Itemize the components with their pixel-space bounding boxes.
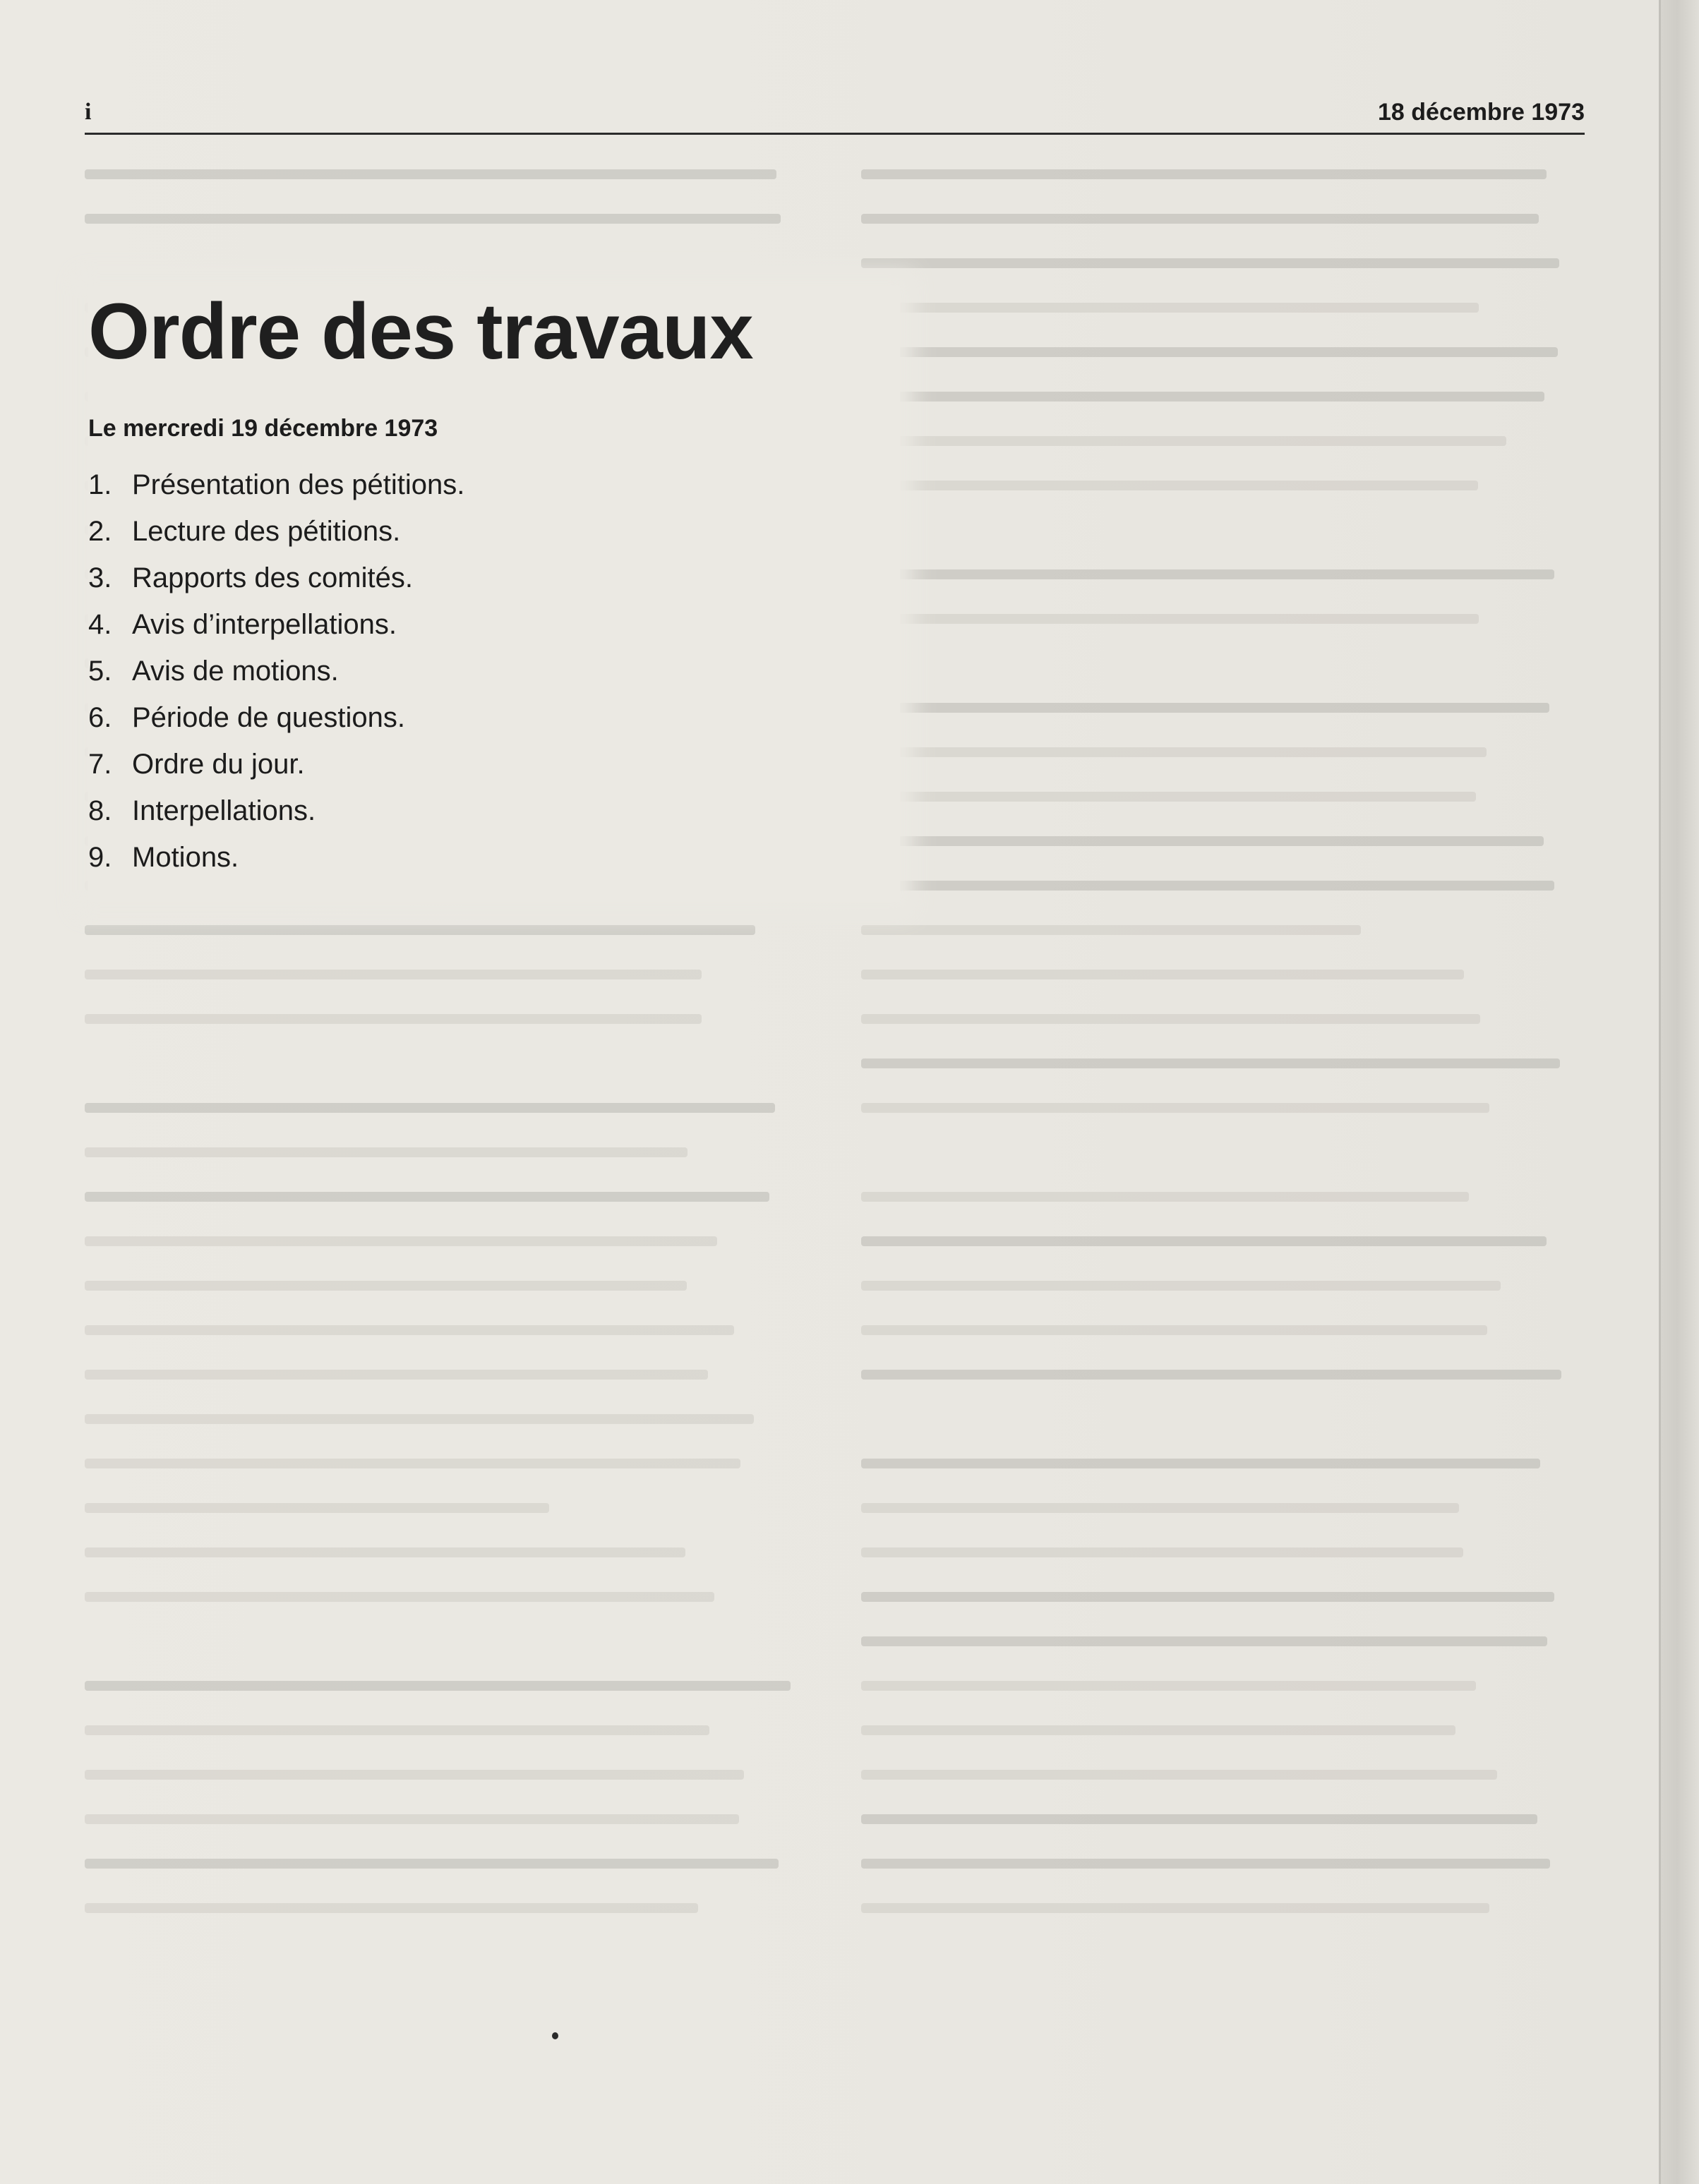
agenda-item-label: Avis d’interpellations. bbox=[132, 609, 397, 640]
agenda-item-number: 1. bbox=[88, 469, 112, 500]
agenda-item-label: Interpellations. bbox=[132, 795, 316, 826]
agenda-item bbox=[88, 834, 900, 881]
agenda-item bbox=[88, 555, 900, 601]
page-edge-shadow bbox=[1659, 0, 1699, 2184]
agenda-item-label: Motions. bbox=[132, 842, 239, 873]
agenda-item-number: 5. bbox=[88, 656, 112, 687]
agenda-item bbox=[88, 741, 900, 788]
agenda-item-label: Avis de motions. bbox=[132, 656, 339, 687]
header-rule bbox=[85, 133, 1585, 135]
date-subtitle: Le mercredi 19 décembre 1973 bbox=[88, 415, 438, 442]
agenda-item-label: Lecture des pétitions. bbox=[132, 516, 401, 547]
agenda-item bbox=[88, 694, 900, 741]
agenda-item-number: 7. bbox=[88, 749, 112, 780]
agenda-item bbox=[88, 601, 900, 648]
page-edge-line bbox=[1659, 0, 1661, 2184]
agenda-item-label: Présentation des pétitions. bbox=[132, 469, 465, 500]
agenda-item-label: Période de questions. bbox=[132, 702, 405, 733]
agenda-list bbox=[88, 461, 900, 881]
agenda-item-number: 9. bbox=[88, 842, 112, 873]
page-header bbox=[85, 99, 1585, 133]
agenda-item-number: 2. bbox=[88, 516, 112, 547]
agenda-item-number: 6. bbox=[88, 702, 112, 733]
page-title: Ordre des travaux bbox=[88, 287, 753, 375]
agenda-item-label: Ordre du jour. bbox=[132, 749, 305, 780]
agenda-item-number: 4. bbox=[88, 609, 112, 640]
agenda-item bbox=[88, 508, 900, 555]
agenda-item-label: Rapports des comités. bbox=[132, 562, 413, 593]
order-of-business-section bbox=[88, 286, 900, 902]
page-number: i bbox=[85, 99, 92, 125]
header-date: 18 décembre 1973 bbox=[1378, 99, 1585, 126]
agenda-item-number: 3. bbox=[88, 562, 112, 593]
agenda-item bbox=[88, 648, 900, 694]
agenda-item-number: 8. bbox=[88, 795, 112, 826]
agenda-item bbox=[88, 461, 900, 508]
agenda-item bbox=[88, 788, 900, 834]
printer-dot bbox=[552, 2032, 558, 2039]
